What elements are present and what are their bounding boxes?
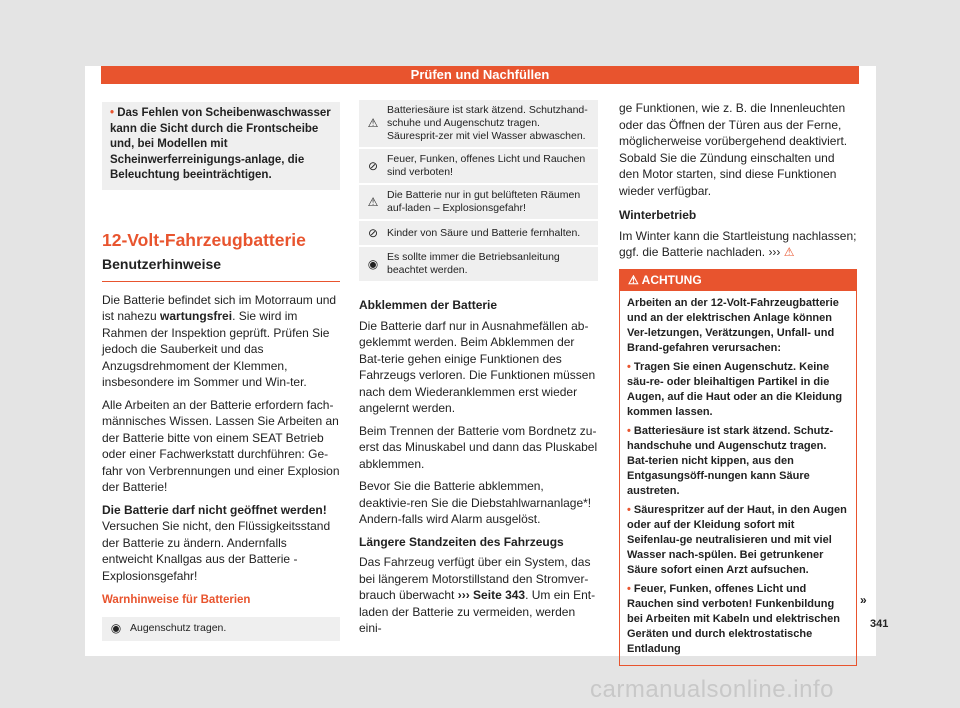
warning-row: ⊘ Kinder von Säure und Batterie fernhalten. [359, 221, 598, 247]
warning-icon: ⚠ [783, 245, 795, 259]
section-title: 12-Volt-Fahrzeugbatterie [102, 229, 306, 250]
warning-row: ⊘ Feuer, Funken, offenes Licht und Rauchen sind verboten! [359, 149, 598, 185]
achtung-item: • Feuer, Funken, offenes Licht und Rauchen sind verboten! Funkenbildung bei Arbeiten mit Kabeln und elektrischen Geräten und durch elektrostatische Entladung [627, 582, 840, 655]
warning-row: ⚠ Die Batterie nur in gut belüfteten Räumen auf-laden – Explosionsgefahr! [359, 185, 598, 221]
paragraph: Die Batterie darf nur in Ausnahmefällen ab-geklemmt werden. Beim Abklemmen der Bat-terie gehen einige Funktionen des Fahrzeugs verloren. Die Funktionen müssen nach dem Wiederanklemmen erst wieder angelernt werden. [359, 318, 596, 415]
paragraph: Das Fahrzeug verfügt über ein System, das bei längerem Motorstillstand den Stromver-brauch überwacht ››› Seite 343. Um ein Ent-laden der Batterie zu vermeiden, werden eini- [359, 555, 596, 635]
paragraph: Beim Trennen der Batterie vom Bordnetz zu-erst das Minuskabel und dann das Pluskabel abklemmen. [359, 423, 598, 471]
warnings-heading: Warnhinweise für Batterien [102, 594, 251, 606]
achtung-body [620, 291, 856, 665]
heading-disconnect: Abklemmen der Batterie [359, 298, 498, 312]
column-2 [359, 100, 598, 643]
keep-children-away-icon: ⊘ [367, 225, 379, 240]
paragraph: Die Batterie darf nicht geöffnet werden! [102, 502, 327, 517]
warning-triangle-icon: ⚠ [628, 272, 642, 287]
achtung-item: • Batteriesäure ist stark ätzend. Schutz-handschuhe und Augenschutz tragen. Bat-terien nicht kippen, aus den Entgasungsöff-nungen kann Säure austreten. [627, 424, 834, 497]
subsection-title: Benutzerhinweise [102, 256, 340, 282]
column-1 [102, 102, 340, 643]
achtung-item: • Tragen Sie einen Augenschutz. Keine säu-re- oder bleihaltigen Partikel in die Augen, auf die Haut oder an die Kleidung kommen lassen. [627, 360, 843, 418]
achtung-intro: Arbeiten an der 12-Volt-Fahrzeugbatterie und an der elektrischen Anlage können Ver-letzungen, Verätzungen, Unfall- und Brand-gefahren verursachen: [627, 296, 839, 354]
watermark: carmanualsonline.info [590, 676, 834, 703]
paragraph: Alle Arbeiten an der Batterie erfordern fach-männisches Wissen. Lassen Sie Arbeiten an der Batterie bitte von einem SEAT Betrieb oder einer Fachwerkstatt durchführen: Ge-fahr von Verbrennungen und einer Explosion der Batterie! [102, 397, 340, 494]
page-number: 341 [870, 618, 889, 630]
eye-protection-icon: ◉ [110, 621, 122, 635]
explosion-warning-icon: ⚠ [367, 194, 379, 209]
no-fire-icon: ⊘ [367, 158, 379, 173]
section-header: Prüfen und Nachfüllen [101, 66, 859, 84]
paragraph: Im Winter kann die Startleistung nachlassen; ggf. die Batterie nachladen. ››› ⚠ [619, 228, 857, 259]
note-text: Das Fehlen von Scheibenwaschwasser kann die Sicht durch die Frontscheibe und, bei Modellen mit Scheinwerferreinigungs-anlage, die Beleuchtung beeinträchtigen. [110, 107, 331, 181]
warning-row: ◉ Es sollte immer die Betriebsanleitung beachtet werden. [359, 247, 598, 283]
warning-row: ◉ Augenschutz tragen. [102, 617, 340, 643]
note-box [102, 102, 340, 190]
paragraph: Versuchen Sie nicht, den Flüssigkeitsstand der Batterie zu ändern. Andernfalls entweicht Knallgas aus der Batterie - Explosionsgefahr! [102, 519, 331, 583]
column-3 [619, 100, 857, 666]
warning-row: ⚠ Batteriesäure ist stark ätzend. Schutzhand-schuhe und Augenschutz tragen. Säuresprit-zer mit viel Wasser abwaschen. [359, 100, 598, 149]
acid-warning-icon: ⚠ [367, 116, 379, 130]
continue-marker: » [860, 593, 867, 607]
page-link[interactable]: ››› Seite 343 [457, 588, 526, 602]
heading-standstill: Längere Standzeiten des Fahrzeugs [359, 534, 564, 549]
paragraph: Die Batterie befindet sich im Motorraum und ist nahezu wartungsfrei. Sie wird im Rahmen der Inspektion geprüft. Prüfen Sie jedoch die Sauberkeit und das Anzugsdrehmoment der Klemmen, insbesondere im Sommer und Win-ter. [102, 292, 337, 389]
achtung-box [619, 269, 857, 666]
bullet-icon: • [110, 107, 118, 119]
achtung-item: • Säurespritzer auf der Haut, in den Augen oder auf der Kleidung sofort mit Seifenlau-ge neutralisieren und mit viel Wasser nach-spülen. Bei getrunkener Säure sofort einen Arzt aufsuchen. [627, 503, 847, 576]
manual-icon: ◉ [367, 256, 379, 271]
achtung-header: ⚠ ACHTUNG [620, 270, 856, 291]
heading-winter: Winterbetrieb [619, 208, 697, 222]
paragraph: ge Funktionen, wie z. B. die Innenleuchten oder das Öffnen der Türen aus der Ferne, möglicherweise vorübergehend deaktiviert. Sobald Sie die Zündung einschalten und den Motor starten, sind diese Funktionen wieder verfügbar. [619, 101, 848, 198]
paragraph: Bevor Sie die Batterie abklemmen, deaktivie-ren Sie die Diebstahlwarnanlage*! Andern-falls wird Alarm ausgelöst. [359, 479, 592, 526]
